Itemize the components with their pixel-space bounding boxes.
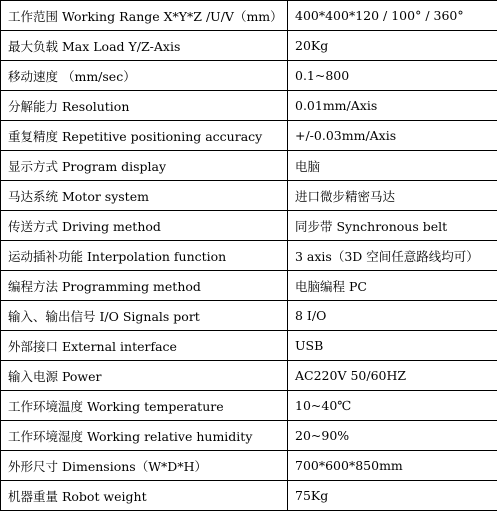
spec-label: 编程方法 Programming method xyxy=(1,271,288,301)
spec-label: 显示方式 Program display xyxy=(1,151,288,181)
table-row xyxy=(1,331,497,361)
table-row xyxy=(1,61,497,91)
spec-label: 输入、输出信号 I/O Signals port xyxy=(1,301,288,331)
spec-value: USB xyxy=(288,331,497,361)
spec-value: 75Kg xyxy=(288,481,497,511)
spec-value: 进口微步精密马达 xyxy=(288,181,497,211)
spec-label: 传送方式 Driving method xyxy=(1,211,288,241)
spec-value: 电脑 xyxy=(288,151,497,181)
spec-label: 分解能力 Resolution xyxy=(1,91,288,121)
spec-value: 700*600*850mm xyxy=(288,451,497,481)
spec-value: 0.1~800 xyxy=(288,61,497,91)
table-row xyxy=(1,271,497,301)
table-row xyxy=(1,1,497,31)
spec-value: +/-0.03mm/Axis xyxy=(288,121,497,151)
spec-value: AC220V 50/60HZ xyxy=(288,361,497,391)
spec-label: 重复精度 Repetitive positioning accuracy xyxy=(1,121,288,151)
spec-label: 运动插补功能 Interpolation function xyxy=(1,241,288,271)
table-row xyxy=(1,301,497,331)
spec-value: 电脑编程 PC xyxy=(288,271,497,301)
spec-value: 0.01mm/Axis xyxy=(288,91,497,121)
table-row xyxy=(1,451,497,481)
table-row xyxy=(1,361,497,391)
table-row xyxy=(1,421,497,451)
spec-value: 400*400*120 / 100° / 360° xyxy=(288,1,497,31)
spec-value: 8 I/O xyxy=(288,301,497,331)
table-row xyxy=(1,91,497,121)
spec-label: 最大负载 Max Load Y/Z-Axis xyxy=(1,31,288,61)
table-row xyxy=(1,391,497,421)
spec-value: 10~40℃ xyxy=(288,391,497,421)
spec-label: 工作环境湿度 Working relative humidity xyxy=(1,421,288,451)
table-row xyxy=(1,481,497,511)
spec-value: 20Kg xyxy=(288,31,497,61)
table-row xyxy=(1,151,497,181)
table-row xyxy=(1,121,497,151)
spec-label: 外形尺寸 Dimensions（W*D*H） xyxy=(1,451,288,481)
table-row xyxy=(1,211,497,241)
spec-label: 移动速度 （mm/sec） xyxy=(1,61,288,91)
table-row xyxy=(1,31,497,61)
spec-label: 输入电源 Power xyxy=(1,361,288,391)
spec-value: 20~90% xyxy=(288,421,497,451)
spec-value: 同步带 Synchronous belt xyxy=(288,211,497,241)
table-row xyxy=(1,181,497,211)
spec-label: 外部接口 External interface xyxy=(1,331,288,361)
spec-value: 3 axis（3D 空间任意路线均可） xyxy=(288,241,497,271)
spec-label: 马达系统 Motor system xyxy=(1,181,288,211)
spec-label: 工作环境温度 Working temperature xyxy=(1,391,288,421)
table-row xyxy=(1,241,497,271)
spec-table-body xyxy=(1,1,497,511)
spec-label: 工作范围 Working Range X*Y*Z /U/V（mm） xyxy=(1,1,288,31)
spec-label: 机器重量 Robot weight xyxy=(1,481,288,511)
